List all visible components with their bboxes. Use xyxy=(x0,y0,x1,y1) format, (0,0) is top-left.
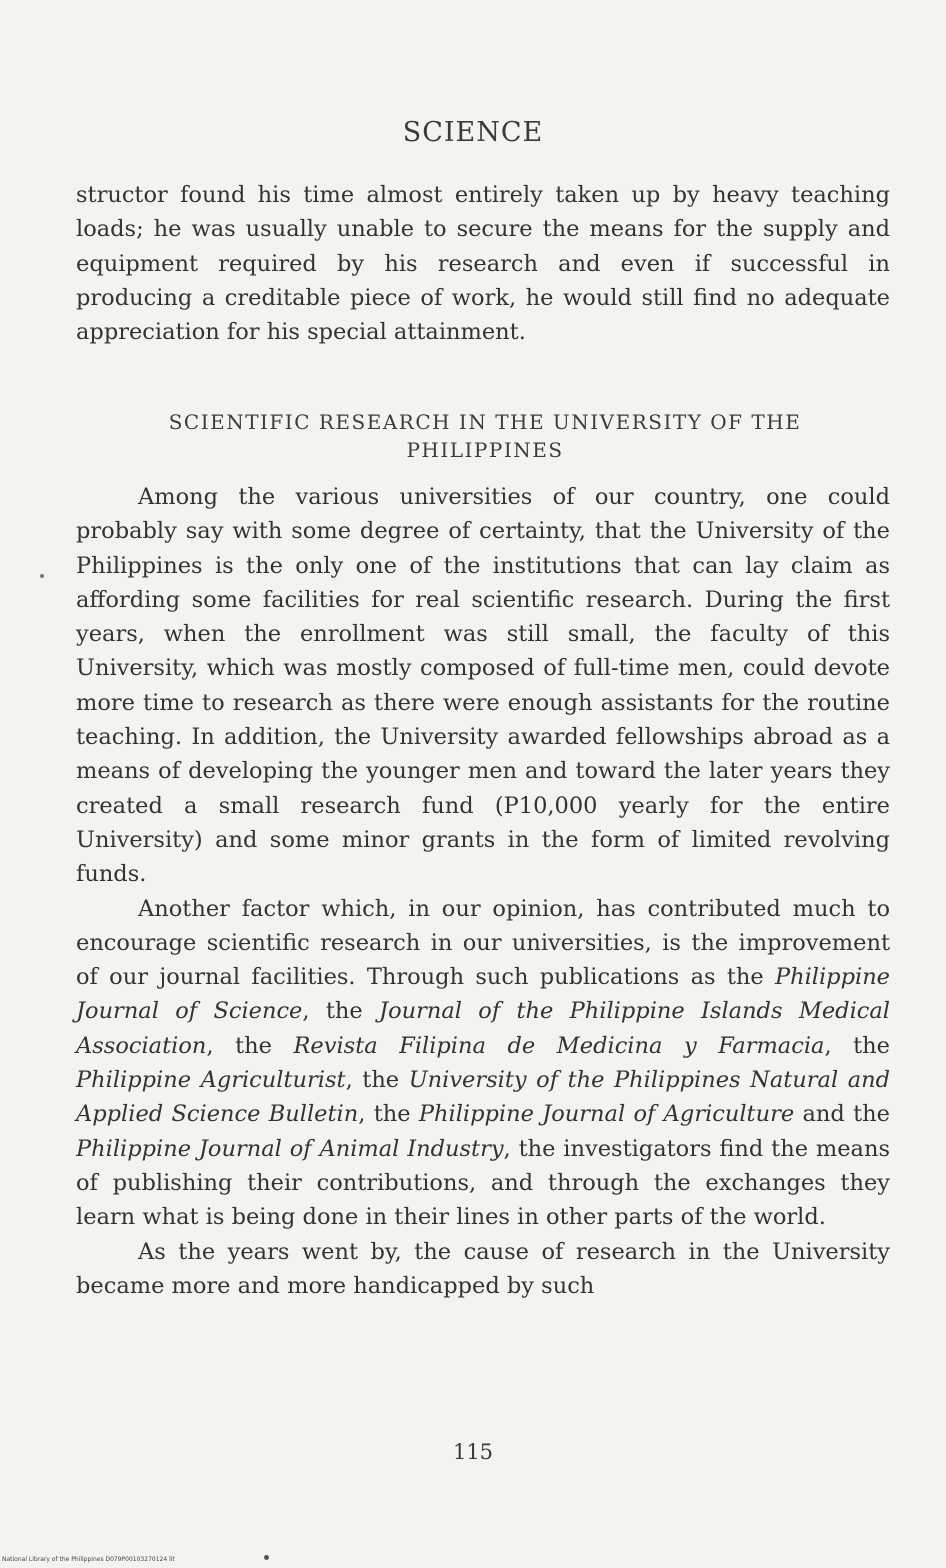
text-run: Another factor which, in our opinion, has contributed much to encourage scientific research in our universities, is the improvement of our journal facilities. Through such publications as the xyxy=(76,895,890,991)
section-heading: SCIENTIFIC RESEARCH IN THE UNIVERSITY OF THE PHILIPPINES xyxy=(168,410,802,462)
scan-speck xyxy=(264,1555,269,1560)
journal-title: Philippine Journal of Animal Industry xyxy=(76,1135,504,1162)
journal-title: University of the Philippines Natural and Applied Science Bulletin xyxy=(76,1067,891,1128)
journal-title: Philippine Journal of Science xyxy=(76,964,890,1025)
digitization-footer: National Library of the Philippines D079P00103270124 lit xyxy=(2,1556,175,1563)
journal-title: Philippine Journal of Agriculture xyxy=(418,1101,795,1128)
running-head: SCIENCE xyxy=(402,117,544,148)
text-run: , the xyxy=(824,1032,890,1059)
main-text-block xyxy=(76,480,890,1303)
opening-text-block xyxy=(76,178,890,349)
text-run: , the investigators find the means of publishing their contributions, and through the exchanges they learn what is being done in their lines in other parts of the world. xyxy=(76,1135,890,1231)
text-run: , the xyxy=(302,998,380,1025)
text-run: , the xyxy=(358,1101,419,1128)
journal-title: Revista Filipina de Medicina y Farmacia xyxy=(293,1032,825,1059)
page-number: 115 xyxy=(452,1440,494,1464)
paragraph-journals xyxy=(76,892,890,1235)
text-run: , the xyxy=(345,1067,409,1094)
scan-speck xyxy=(40,574,44,578)
text-run: , the xyxy=(206,1032,294,1059)
paragraph-handicap: As the years went by, the cause of research in the University became more and more handicapped by such xyxy=(76,1238,890,1299)
journal-title: Philippine Agriculturist xyxy=(76,1067,346,1094)
text-run: and the xyxy=(794,1101,890,1128)
paragraph-universities: Among the various universities of our country, one could probably say with some degree of certainty, that the University of the Philippines is the only one of the institutions that can lay claim as affording some facilities for real scientific research. During the first years, when the enrollment was still small, the faculty of this University, which was mostly composed of full-time men, could devote more time to research as there were enough assistants for the routine teaching. In addition, the University awarded fellowships abroad as a means of developing the younger men and toward the later years they created a small research fund (P10,000 yearly for the entire University) and some minor grants in the form of limited revolving funds. xyxy=(76,484,890,888)
opening-paragraph: structor found his time almost entirely taken up by heavy teaching loads; he was usually unable to secure the means for the supply and equipment required by his research and even if successful in producing a creditable piece of work, he would still find no adequate appreciation for his special attainment. xyxy=(76,182,890,346)
journal-title: Journal of the Philippine Islands Medical Association xyxy=(76,998,890,1059)
